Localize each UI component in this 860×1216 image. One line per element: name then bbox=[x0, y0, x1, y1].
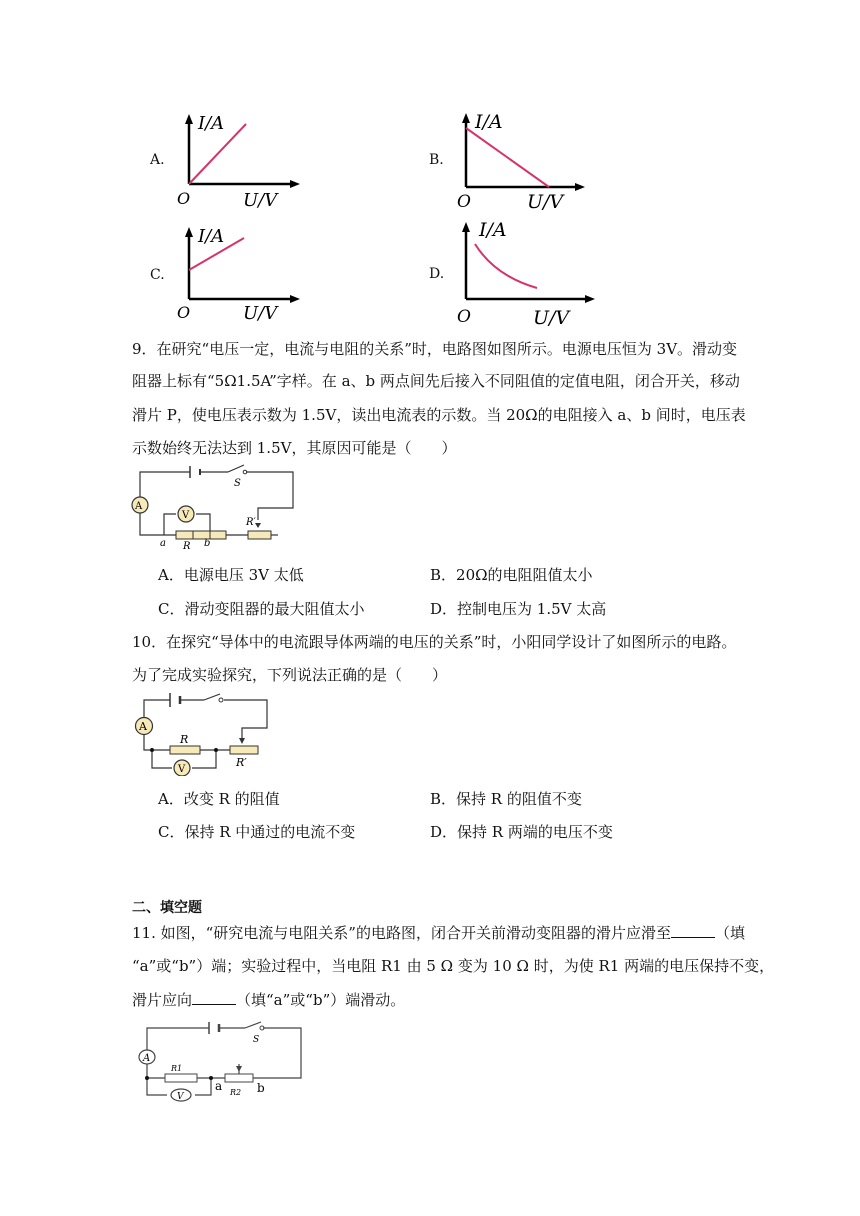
resistor-label: R bbox=[180, 733, 189, 746]
q11-stem-line-1 bbox=[132, 922, 745, 943]
q8-option-d[interactable] bbox=[429, 216, 579, 328]
q9-option-b[interactable]: B．20Ω的电阻阻值太小 bbox=[430, 566, 593, 584]
y-axis-label: I/A bbox=[198, 226, 225, 247]
r1-label: R1 bbox=[171, 1064, 183, 1073]
node-b-label: b bbox=[257, 1081, 265, 1095]
r2-label: R2 bbox=[230, 1088, 242, 1097]
q11-stem-line-3 bbox=[132, 989, 405, 1010]
section-title: 二、填空题 bbox=[132, 900, 202, 916]
q10-option-b[interactable]: B．保持 R 的阻值不变 bbox=[430, 790, 582, 808]
option-letter: A. bbox=[150, 152, 165, 168]
y-axis-label: I/A bbox=[479, 219, 507, 241]
q9-stem-line-1: 9．在研究“电压一定，电流与电阻的关系”时，电路图如图所示。电源电压恒为 3V。滑动变 bbox=[132, 340, 738, 358]
option-letter: B. bbox=[429, 152, 444, 168]
y-axis-label: I/A bbox=[475, 111, 503, 133]
graph-c bbox=[176, 225, 306, 323]
x-axis-label: U/V bbox=[243, 190, 278, 210]
resistor-label: R bbox=[183, 541, 191, 552]
origin-label: O bbox=[457, 307, 471, 327]
voltmeter-label: V bbox=[177, 1092, 184, 1102]
q8-option-a[interactable] bbox=[150, 112, 290, 212]
q9-stem-line-4: 示数始终无法达到 1.5V，其原因可能是（ ） bbox=[132, 439, 457, 457]
voltmeter-label: V bbox=[178, 764, 186, 775]
rheostat bbox=[230, 746, 258, 754]
q8-option-b[interactable] bbox=[429, 108, 569, 212]
origin-label: O bbox=[457, 192, 471, 212]
q10-option-d[interactable]: D．保持 R 两端的电压不变 bbox=[430, 823, 613, 841]
y-axis-label: I/A bbox=[198, 113, 225, 134]
answer-blank-1[interactable] bbox=[671, 923, 715, 938]
switch-label: S bbox=[253, 1035, 260, 1045]
rheostat bbox=[248, 531, 271, 539]
ammeter-label: A bbox=[143, 1053, 151, 1064]
graph-b bbox=[457, 108, 589, 212]
rheostat-r2 bbox=[225, 1074, 253, 1082]
graph-curve bbox=[475, 244, 537, 288]
node-a-label: a bbox=[215, 1079, 223, 1093]
q11-text: （填 bbox=[714, 924, 745, 942]
voltmeter-label: V bbox=[182, 510, 190, 521]
graph-curve bbox=[466, 128, 549, 187]
option-letter: C. bbox=[150, 267, 165, 283]
x-axis-label: U/V bbox=[533, 307, 570, 328]
node-b-label: b bbox=[204, 538, 211, 549]
q9-stem-line-2: 阻器上标有“5Ω1.5A”字样。在 a、b 两点间先后接入不同阻值的定值电阻，闭合开关，移动 bbox=[132, 372, 740, 390]
rheostat-label: R′ bbox=[236, 756, 247, 769]
q10-circuit-diagram bbox=[130, 690, 275, 776]
q8-option-c[interactable] bbox=[150, 225, 290, 325]
resistor bbox=[170, 746, 200, 754]
node-a-label: a bbox=[160, 538, 166, 549]
q10-option-c[interactable]: C．保持 R 中通过的电流不变 bbox=[158, 823, 356, 841]
q11-circuit-diagram bbox=[135, 1020, 307, 1108]
option-letter: D. bbox=[429, 266, 445, 282]
q10-option-a[interactable]: A．改变 R 的阻值 bbox=[158, 790, 280, 808]
x-axis-label: U/V bbox=[527, 191, 564, 212]
origin-label: O bbox=[177, 303, 191, 322]
q9-option-c[interactable]: C．滑动变阻器的最大阻值太小 bbox=[158, 600, 365, 618]
q11-stem-line-2: “a”或“b”）端；实验过程中，当电阻 R1 由 5 Ω 变为 10 Ω 时，为使 R1 两端的电压保持不变， bbox=[132, 957, 775, 975]
q10-stem-line-1: 10．在探究“导体中的电流跟导体两端的电压的关系”时，小阳同学设计了如图所示的电路。 bbox=[132, 633, 737, 651]
ammeter-label: A bbox=[139, 720, 147, 733]
q9-circuit-diagram bbox=[128, 462, 300, 552]
rheostat-label: R′ bbox=[246, 517, 256, 528]
q11-text: 滑片应向 bbox=[132, 991, 193, 1009]
x-axis-label: U/V bbox=[243, 303, 278, 323]
q9-option-a[interactable]: A．电源电压 3V 太低 bbox=[158, 566, 304, 584]
switch-label: S bbox=[234, 478, 241, 489]
graph-a bbox=[176, 112, 306, 210]
q11-text: 11. 如图，“研究电流与电阻关系”的电路图，闭合开关前滑动变阻器的滑片应滑至 bbox=[132, 924, 671, 942]
q9-stem-line-3: 滑片 P，使电压表示数为 1.5V，读出电流表的示数。当 20Ω的电阻接入 a、b 间时，电压表 bbox=[132, 406, 746, 424]
ammeter-label: A bbox=[135, 501, 143, 512]
q9-option-d[interactable]: D．控制电压为 1.5V 太高 bbox=[430, 600, 607, 618]
resistor-r1 bbox=[165, 1074, 197, 1082]
origin-label: O bbox=[177, 189, 191, 208]
graph-d bbox=[457, 216, 599, 328]
answer-blank-2[interactable] bbox=[192, 990, 236, 1005]
q10-stem-line-2: 为了完成实验探究，下列说法正确的是（ ） bbox=[132, 666, 448, 684]
q11-text: （填“a”或“b”）端滑动。 bbox=[236, 991, 406, 1009]
